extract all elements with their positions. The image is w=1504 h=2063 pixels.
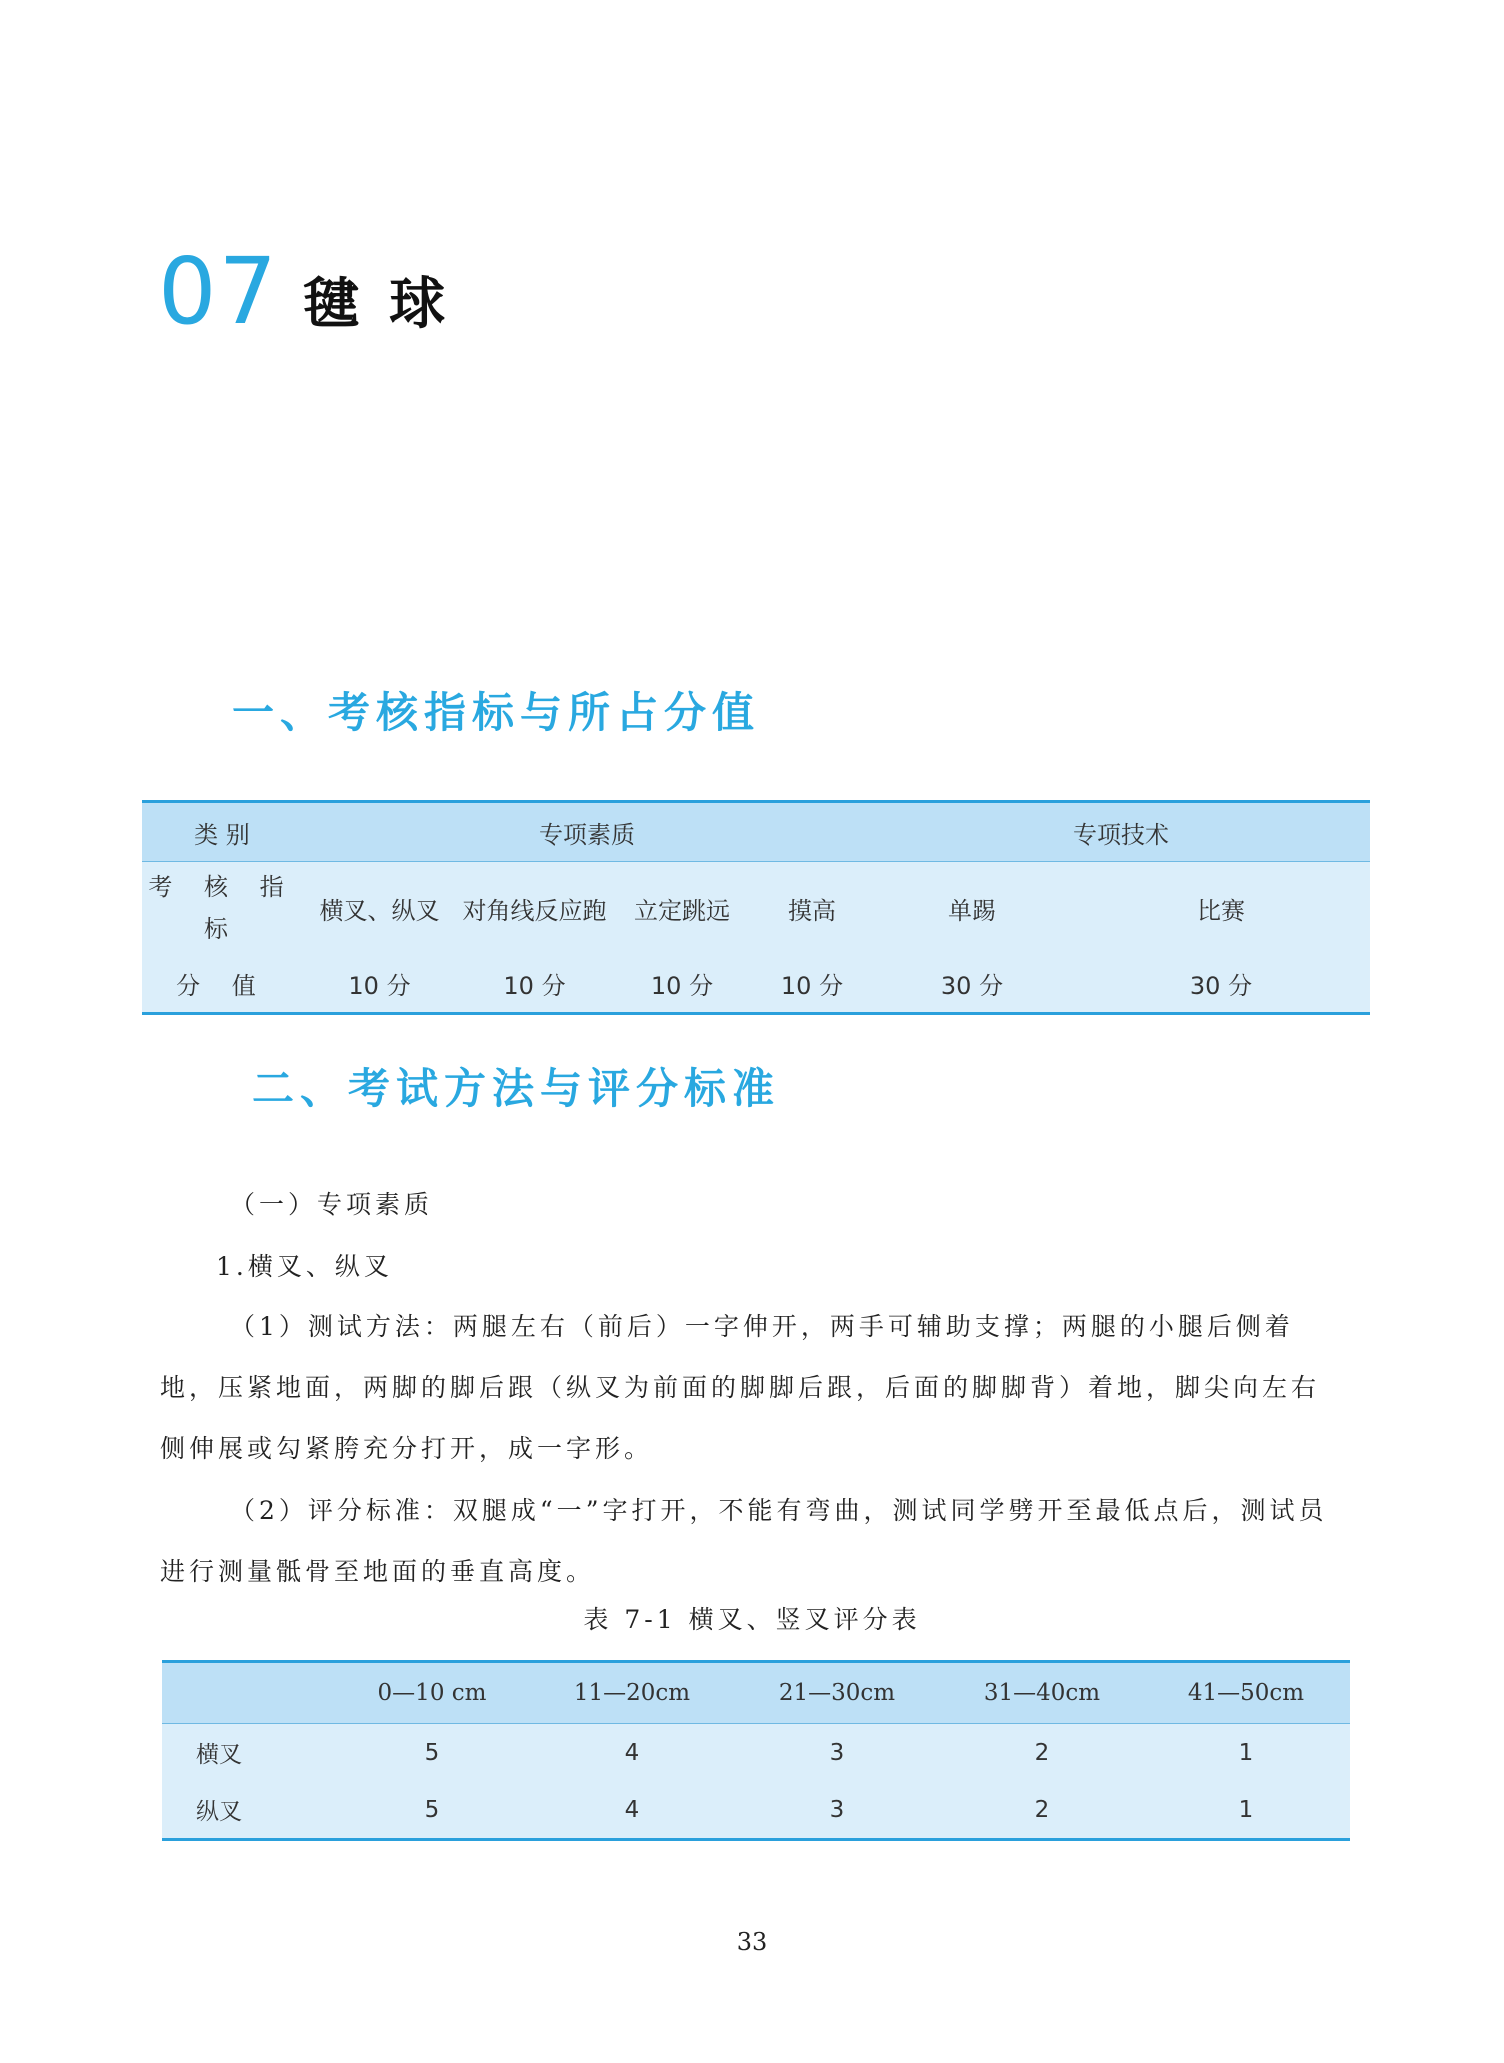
header-category: 类 别 [142,802,302,862]
table-cell: 单踢 [872,862,1072,955]
table-row [142,954,1370,1014]
chapter-title: 毽球 [303,272,476,337]
table-cell: 1 [1142,1781,1350,1840]
table-cell: 10 分 [457,954,612,1014]
page-number: 33 [736,1928,768,1956]
table-header-row [162,1662,1350,1724]
header-special-technique: 专项技术 [872,802,1370,862]
table-cell: 3 [732,1724,942,1782]
table-cell: 5 [332,1724,532,1782]
table-cell: 2 [942,1724,1142,1782]
table-cell: 10 分 [752,954,872,1014]
table-row [162,1724,1350,1782]
column-header: 11—20cm [532,1662,732,1724]
column-header: 31—40cm [942,1662,1142,1724]
table-cell: 4 [532,1724,732,1782]
table-cell: 10 分 [302,954,457,1014]
table-cell: 30 分 [872,954,1072,1014]
row-label-indicator: 考 核 指 标 [142,862,302,955]
column-header: 0—10 cm [332,1662,532,1724]
row-label-score: 分 值 [142,954,302,1014]
header-special-quality: 专项素质 [302,802,872,862]
split-scoring-table [162,1660,1350,1841]
table-cell: 比赛 [1072,862,1370,955]
table-cell: 立定跳远 [612,862,752,955]
header-empty [162,1662,332,1724]
table-cell: 4 [532,1781,732,1840]
column-header: 41—50cm [1142,1662,1350,1724]
table-cell: 对角线反应跑 [457,862,612,955]
table-header-row [142,802,1370,862]
table-row [142,862,1370,955]
paragraph-test-method: （1）测试方法：两腿左右（前后）一字伸开，两手可辅助支撑；两腿的小腿后侧着地，压紧地面，两脚的脚后跟（纵叉为前面的脚脚后跟，后面的脚脚背）着地，脚尖向左右侧伸展或勾紧胯充分打开，成一字形。 [160,1312,1321,1463]
table-cell: 1 [1142,1724,1350,1782]
indicator-score-table [142,800,1370,1015]
table-cell: 摸高 [752,862,872,955]
row-label: 横叉 [162,1724,332,1782]
sub-heading: （一）专项素质 [230,1190,434,1219]
table-cell: 3 [732,1781,942,1840]
row-label: 纵叉 [162,1781,332,1840]
table-row [162,1781,1350,1840]
table-cell: 5 [332,1781,532,1840]
table-cell: 30 分 [1072,954,1370,1014]
chapter-heading [158,238,475,345]
table-cell: 横叉、纵叉 [302,862,457,955]
table-cell: 2 [942,1781,1142,1840]
column-header: 21—30cm [732,1662,942,1724]
section-heading-2: 二、考试方法与评分标准 [252,1064,781,1113]
table-caption: 表 7-1 横叉、竖叉评分表 [583,1605,921,1634]
table-cell: 10 分 [612,954,752,1014]
section-heading-1: 一、考核指标与所占分值 [232,688,761,737]
chapter-number: 07 [158,238,280,345]
paragraph-scoring-standard: （2）评分标准：双腿成“一”字打开，不能有弯曲，测试同学劈开至最低点后，测试员进行测量骶骨至地面的垂直高度。 [160,1496,1328,1586]
item-heading: 1.横叉、纵叉 [216,1252,393,1281]
